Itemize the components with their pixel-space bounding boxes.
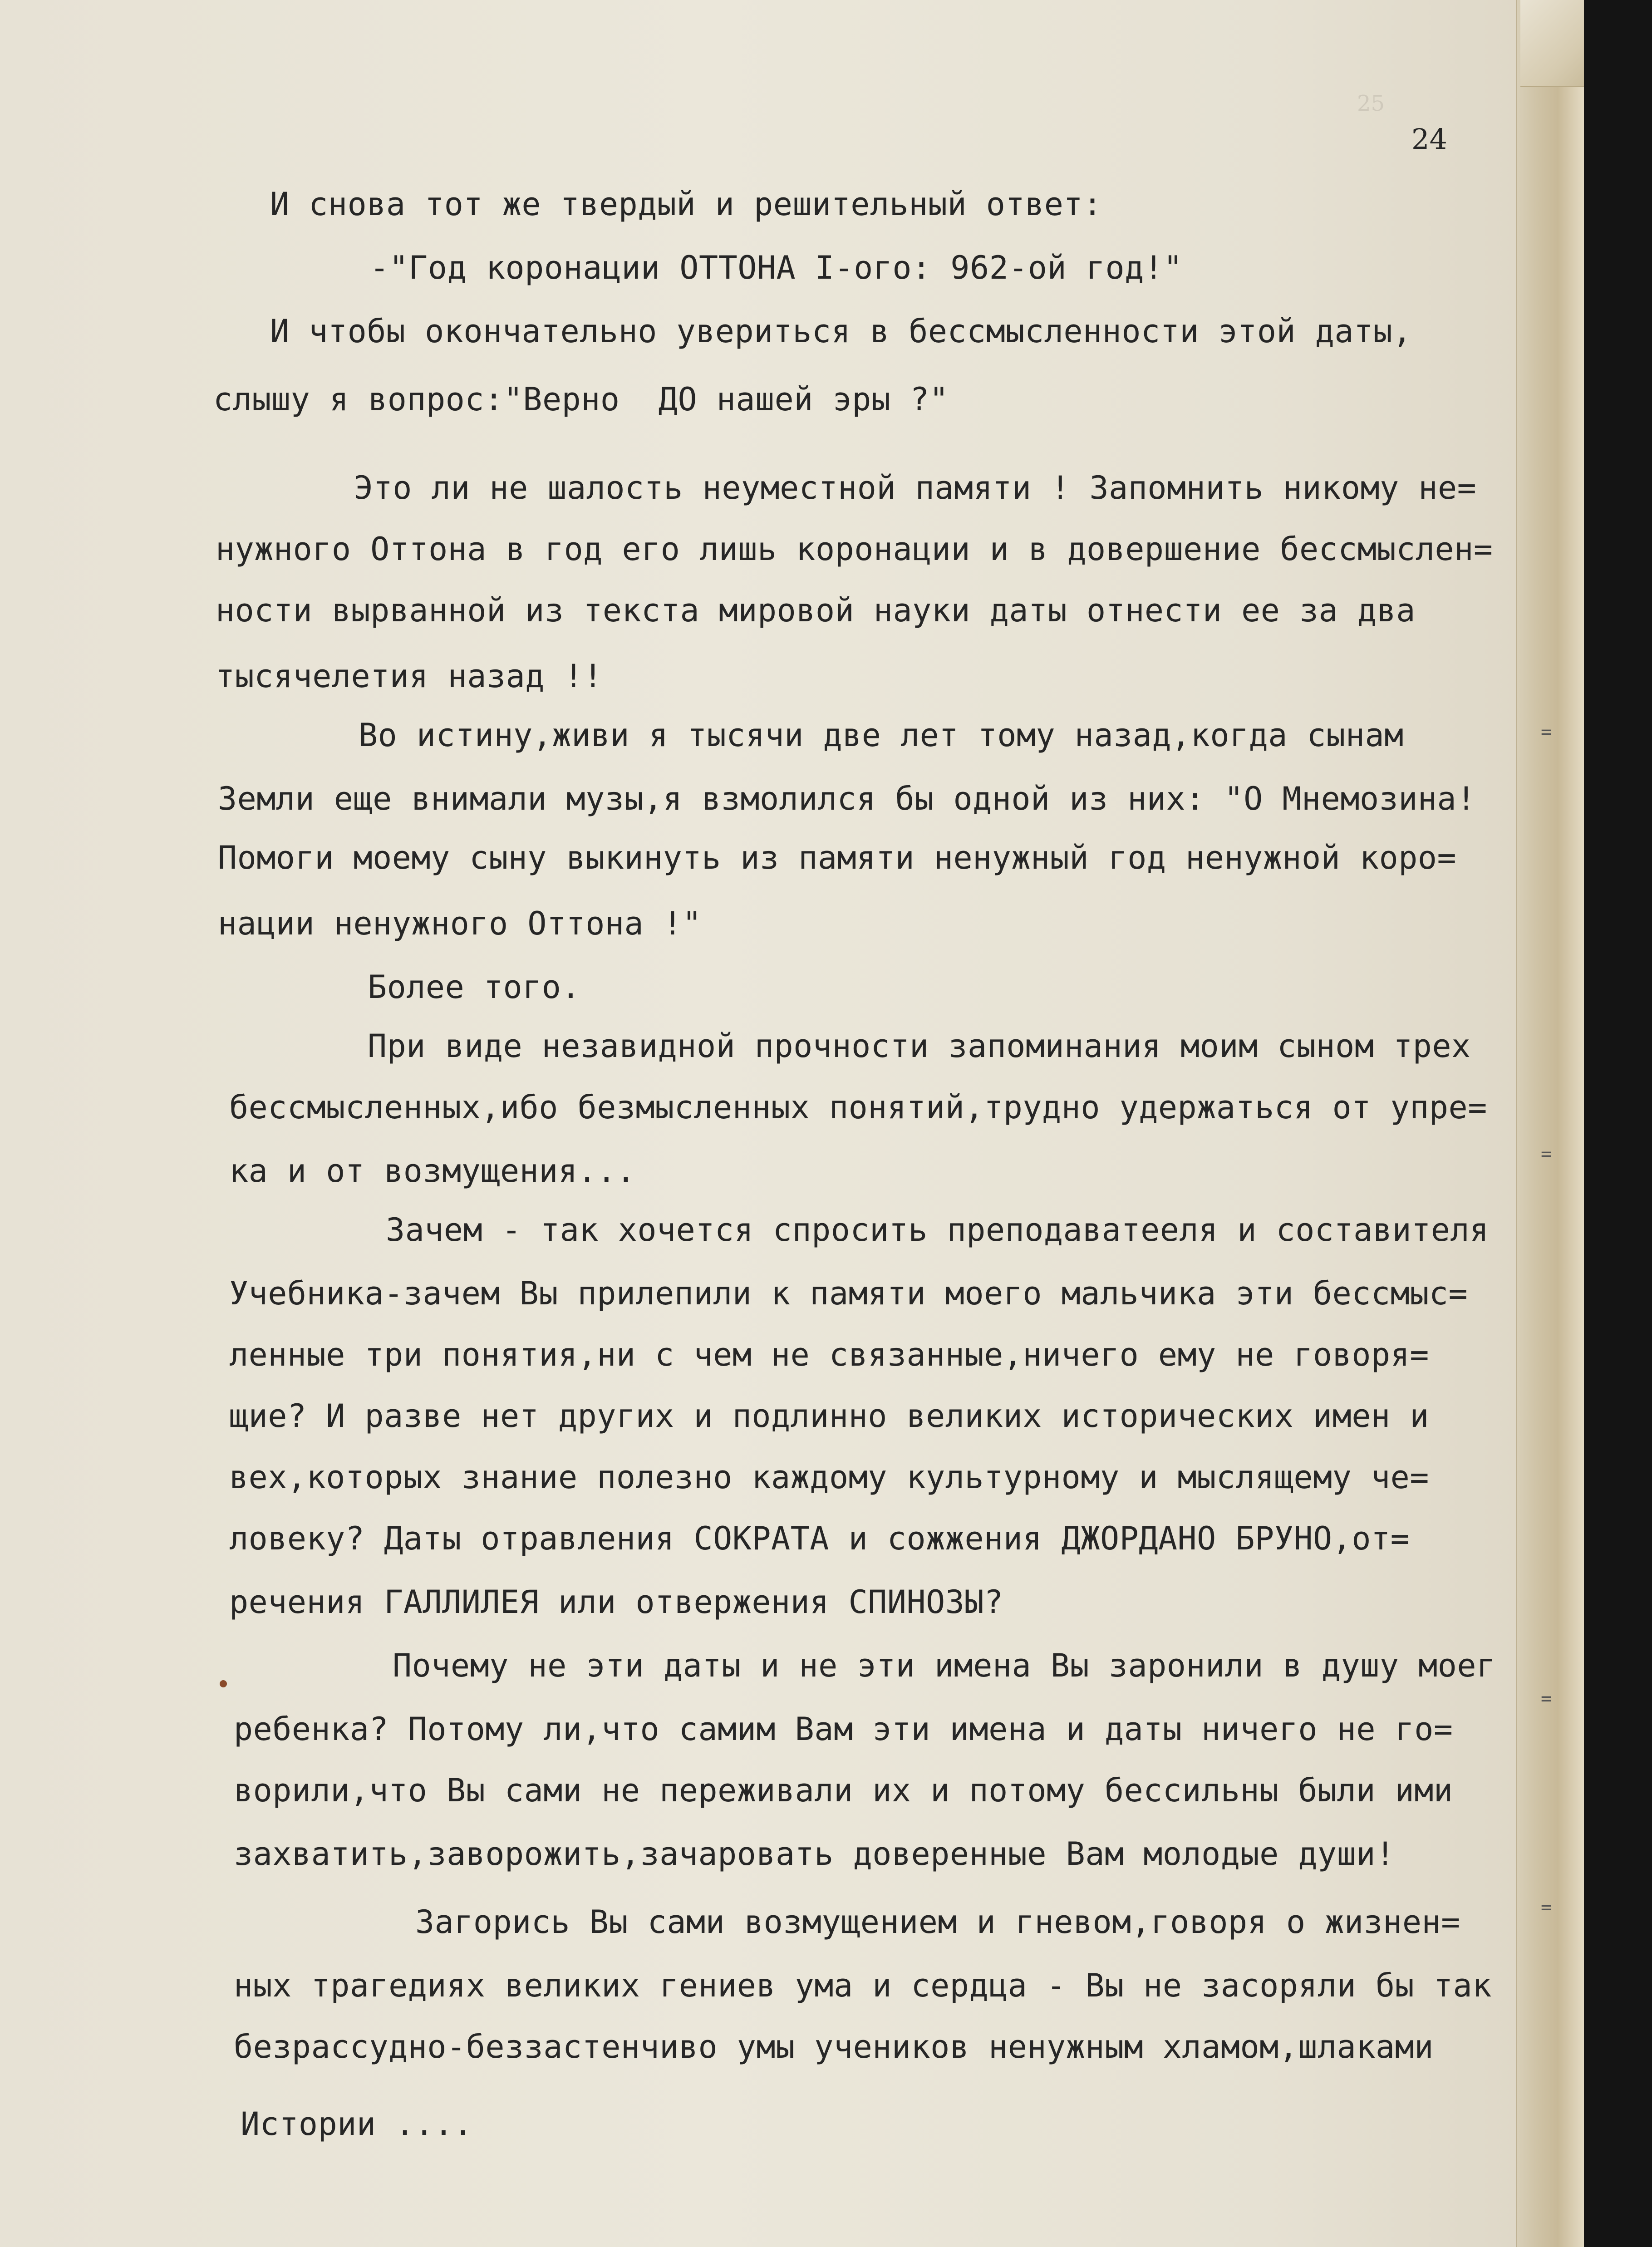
margin-mark: = [1541, 1897, 1552, 1918]
text-line-15: бессмысленных,ибо безмысленных понятий,трудно удержаться от упре= [229, 1089, 1487, 1126]
text-line-22: ловеку? Даты отравления СОКРАТА и сожжения ДЖОРДАНО БРУНО,от= [229, 1520, 1410, 1557]
text-line-16: ка и от возмущения... [229, 1152, 636, 1190]
text-line-20: щие? И разве нет других и подлинно великих исторических имен и [229, 1397, 1429, 1435]
text-line-8: тысячелетия назад !! [216, 658, 603, 695]
text-line-28: Загорись Вы сами возмущением и гневом,говоря о жизнен= [415, 1903, 1460, 1941]
text-line-10: Земли еще внимали музы,я взмолился бы одной из них: "О Мнемозина! [218, 780, 1476, 817]
text-line-6: нужного Оттона в год его лишь коронации и в довершение бессмыслен= [216, 531, 1493, 568]
text-line-21: вех,которых знание полезно каждому культурному и мыслящему че= [229, 1459, 1429, 1496]
text-line-9: Во истину,живи я тысячи две лет тому назад,когда сынам [359, 717, 1404, 754]
text-line-14: При виде незавидной прочности запоминания моим сыном трех [368, 1028, 1471, 1065]
text-line-13: Более того. [368, 969, 581, 1006]
text-line-7: ности вырванной из текста мировой науки даты отнести ее за два [216, 592, 1416, 629]
text-line-27: захватить,заворожить,зачаровать доверенные Вам молодые души! [234, 1835, 1395, 1873]
text-line-19: ленные три понятия,ни с чем не связанные,ничего ему не говоря= [229, 1336, 1429, 1373]
scan-background-edge [1584, 0, 1652, 2247]
text-line-30: безрассудно-беззастенчиво умы учеников ненужным хламом,шлаками [234, 2028, 1434, 2065]
text-line-2: -"Год коронации ОТТОНА I-ого: 962-ой год!" [370, 249, 1183, 286]
margin-mark: = [1541, 1688, 1552, 1709]
margin-mark: = [1541, 1144, 1552, 1165]
margin-mark: = [1541, 722, 1552, 742]
folded-corner [1520, 0, 1584, 87]
text-line-26: ворили,что Вы сами не переживали их и потому бессильны были ими [234, 1772, 1453, 1809]
ink-dot [220, 1680, 227, 1687]
text-line-12: нации ненужного Оттона !" [218, 905, 702, 942]
text-line-1: И снова тот же твердый и решительный ответ: [270, 186, 1102, 223]
text-line-4: слышу я вопрос:"Верно ДО нашей эры ?" [213, 381, 949, 418]
text-line-11: Помоги моему сыну выкинуть из памяти ненужный год ненужной коро= [218, 839, 1457, 876]
text-line-3: И чтобы окончательно увериться в бессмысленности этой даты, [270, 313, 1412, 350]
text-line-24: Почему не эти даты и не эти имена Вы заронили в душу моег [393, 1647, 1496, 1684]
text-line-17: Зачем - так хочется спросить преподаватееля и составителя [386, 1211, 1489, 1249]
text-line-31: Истории .... [241, 2105, 473, 2143]
text-line-23: речения ГАЛЛИЛЕЯ или отвержения СПИНОЗЫ? [229, 1583, 1003, 1621]
text-line-5: Это ли не шалость неуместной памяти ! Запомнить никому не= [354, 469, 1477, 506]
ghost-page-number: 25 [1357, 91, 1385, 116]
text-line-29: ных трагедиях великих гениев ума и сердца - Вы не засоряли бы так [234, 1967, 1492, 2004]
text-line-18: Учебника-зачем Вы прилепили к памяти моего мальчика эти бессмыс= [229, 1275, 1468, 1312]
text-line-25: ребенка? Потому ли,что самим Вам эти имена и даты ничего не го= [234, 1711, 1453, 1748]
page-number: 24 [1411, 123, 1447, 156]
